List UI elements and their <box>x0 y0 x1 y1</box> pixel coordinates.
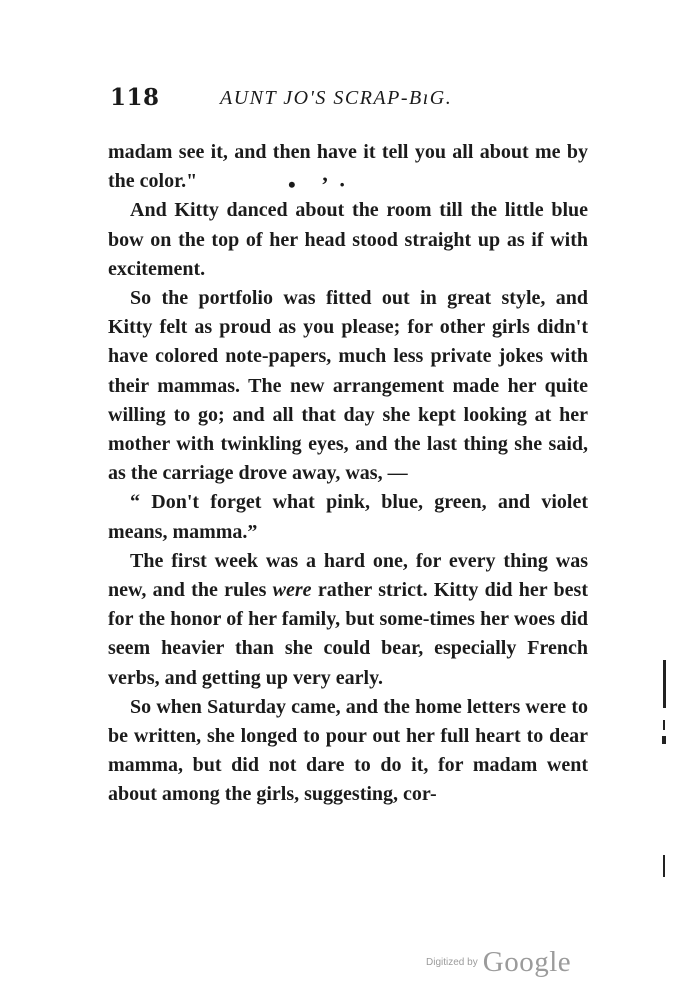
paragraph-text: The first week was a hard one, for every thing was new, and the rules <box>108 549 588 602</box>
emphasized-word: were <box>272 579 312 602</box>
page-number: 118 <box>110 84 160 111</box>
paragraph: So when Saturday came, and the home letters were to be written, she longed to pour out her full heart to dear mamma, but did not dare to do it, for madam went about among the girls, suggesting, cor- <box>108 695 588 806</box>
paragraph: So the portfolio was fitted out in great style, and Kitty felt as proud as you please; for other girls didn't have colored note-papers, much less private jokes with their mammas. The new arrangement made her quite willing to go; and all that day she kept looking at her mother with twinkling eyes, and the last thing she said, as the carriage drove away, was, — <box>108 287 588 485</box>
paragraph: madam see it, and then have it tell you all about me by the color." <box>108 141 588 193</box>
google-watermark <box>426 946 571 979</box>
page-header <box>110 84 590 118</box>
running-title: AUNT JO'S SCRAP-BıG. <box>220 87 453 109</box>
body-text <box>108 138 588 810</box>
watermark-brand: Google <box>482 946 572 978</box>
paragraph: “ Don't forget what pink, blue, green, and violet means, mamma.” <box>108 491 588 543</box>
paragraph: And Kitty danced about the room till the little blue bow on the top of her head stood straight up as if with excitement. <box>108 199 588 280</box>
watermark-prefix: Digitized by <box>426 957 478 968</box>
paragraph-text: rather strict. Kitty did her best for the honor of her family, but some-times her woes did seem heavier than she could bear, especially French verbs, and getting up very early. <box>108 579 588 689</box>
margin-scan-mark <box>663 660 666 708</box>
margin-scan-mark <box>663 720 665 730</box>
margin-scan-mark <box>663 855 665 877</box>
paragraph <box>108 547 588 693</box>
margin-scan-mark <box>662 736 666 744</box>
stray-ink-marks: • ’· <box>288 172 356 197</box>
